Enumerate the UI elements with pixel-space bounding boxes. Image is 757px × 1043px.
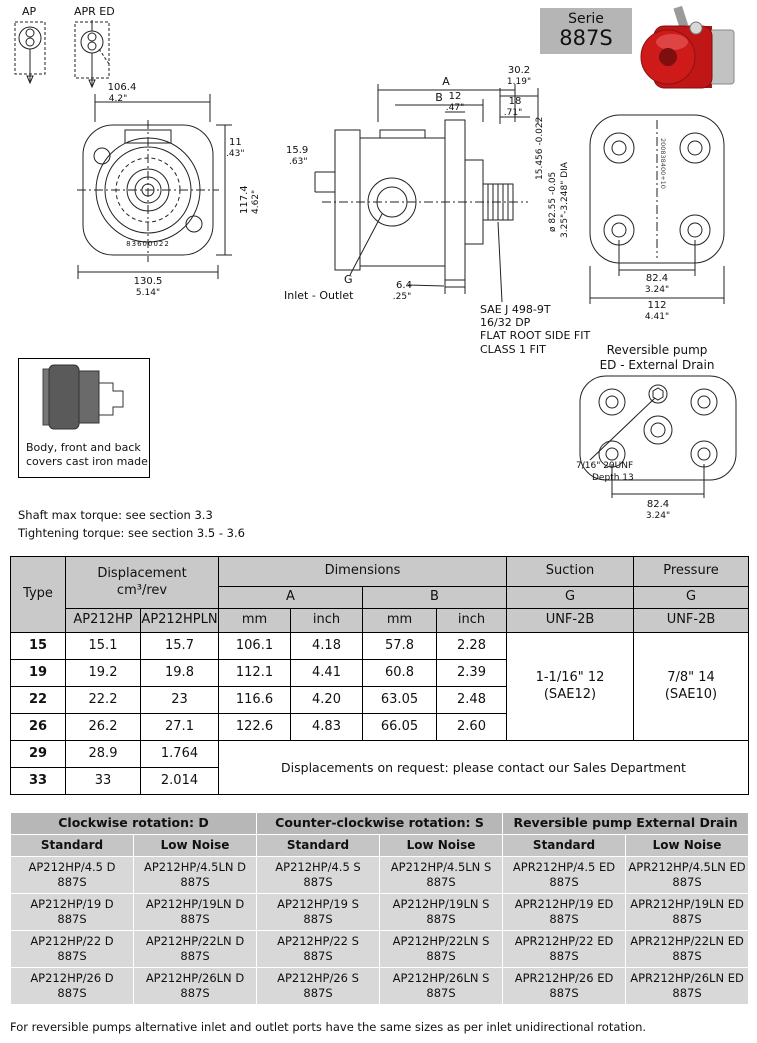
cell-b-inch: 2.39	[437, 660, 507, 687]
order-code: AP212HP/22LN D	[145, 934, 245, 949]
series-badge	[540, 8, 632, 54]
subheader-lownoise: Low Noise	[626, 835, 749, 857]
cell-type: 33	[11, 768, 66, 795]
header-suction-unf: UNF-2B	[507, 609, 634, 633]
side-dim-64-mm: 6.4	[396, 280, 412, 291]
order-series: 887S	[426, 949, 456, 963]
order-series: 887S	[303, 949, 333, 963]
table-row	[11, 857, 749, 894]
cell-apln: 27.1	[141, 714, 219, 741]
order-code-cell	[626, 894, 749, 931]
front-dim-height-mm: 117.4	[239, 185, 250, 214]
table-header-row	[11, 557, 749, 587]
order-code-cell	[257, 931, 380, 968]
order-code: AP212HP/26LN D	[145, 971, 245, 986]
order-code-cell	[11, 968, 134, 1005]
order-code-cell	[380, 931, 503, 968]
front-stamp: 83600022	[126, 240, 170, 248]
header-displacement-line1: Displacement	[97, 566, 187, 582]
order-code: APR212HP/26 ED	[514, 971, 614, 986]
header-displacement	[66, 557, 219, 609]
symbol-ap-label: AP	[22, 5, 37, 18]
side-dim-302-in: 1.19"	[506, 77, 532, 87]
order-series: 887S	[57, 986, 87, 1000]
side-dim-a: A	[442, 75, 450, 88]
header-b: B	[363, 587, 507, 609]
cell-a-mm: 116.6	[219, 687, 291, 714]
cell-a-inch: 4.18	[291, 633, 363, 660]
side-dim-64-in: .25"	[392, 292, 412, 302]
order-code-cell	[257, 857, 380, 894]
order-code: AP212HP/26 D	[30, 971, 114, 986]
cell-ap: 33	[66, 768, 141, 795]
body-note-line1: Body, front and back	[26, 441, 141, 454]
order-code-cell	[134, 968, 257, 1005]
subheader-standard: Standard	[257, 835, 380, 857]
front-dim-width-mm: 106.4	[107, 82, 137, 93]
order-series: 887S	[672, 986, 702, 1000]
subheader-standard: Standard	[503, 835, 626, 857]
reversible-dim-bolt-in: 3.24"	[645, 511, 671, 521]
subheader-standard: Standard	[11, 835, 134, 857]
cell-type: 26	[11, 714, 66, 741]
cell-apln: 2.014	[141, 768, 219, 795]
order-code-cell	[503, 968, 626, 1005]
side-dim-18-mm: 18	[508, 96, 522, 107]
table-row	[11, 894, 749, 931]
body-silhouette-image	[19, 359, 147, 439]
order-series: 887S	[549, 949, 579, 963]
note-tightening-torque: Tightening torque: see section 3.5 - 3.6	[18, 526, 245, 540]
series-value: 887S	[559, 26, 613, 51]
order-code-cell	[134, 931, 257, 968]
order-code-cell	[380, 857, 503, 894]
order-series: 887S	[180, 949, 210, 963]
order-series: 887S	[549, 986, 579, 1000]
order-code: APR212HP/4.5 ED	[512, 860, 616, 875]
sae-spline-note	[480, 303, 590, 356]
order-code: APR212HP/22LN ED	[630, 934, 744, 949]
back-dim-bolt-mm: 82.4	[645, 273, 669, 284]
front-dim-height-in: 4.62"	[251, 189, 261, 214]
back-stamp-text: 200838400+10	[659, 138, 667, 189]
header-suction-g: G	[507, 587, 634, 609]
ap-symbol-icon	[12, 18, 56, 86]
order-series: 887S	[180, 912, 210, 926]
side-inlet-outlet-label: Inlet - Outlet	[284, 289, 354, 302]
cell-type: 22	[11, 687, 66, 714]
cell-apln: 23	[141, 687, 219, 714]
order-series: 887S	[672, 949, 702, 963]
order-series: 887S	[426, 986, 456, 1000]
sae-line-4: CLASS 1 FIT	[480, 342, 546, 356]
order-code: AP212HP/4.5LN S	[390, 860, 492, 875]
side-dim-b: B	[435, 91, 443, 104]
cell-ap: 26.2	[66, 714, 141, 741]
order-series: 887S	[303, 986, 333, 1000]
order-series: 887S	[57, 912, 87, 926]
order-code: AP212HP/4.5LN D	[143, 860, 247, 875]
order-code: APR212HP/4.5LN ED	[628, 860, 746, 875]
order-code-cell	[257, 968, 380, 1005]
order-code: APR212HP/26LN ED	[630, 971, 744, 986]
header-a: A	[219, 587, 363, 609]
order-code: APR212HP/19 ED	[514, 897, 614, 912]
order-code-cell	[626, 857, 749, 894]
order-series: 887S	[672, 912, 702, 926]
order-code-cell	[257, 894, 380, 931]
header-reversible: Reversible pump External Drain	[503, 813, 749, 835]
cell-ap: 19.2	[66, 660, 141, 687]
header-pressure-g: G	[634, 587, 749, 609]
order-code-cell	[626, 968, 749, 1005]
suction-value-line2: (SAE12)	[543, 686, 597, 702]
cell-on-request: Displacements on request: please contact our Sales Department	[219, 741, 749, 795]
side-pilot-dia-mm: ø 82.55 -0.05	[548, 171, 558, 232]
order-code-cell	[503, 894, 626, 931]
reversible-title-line2: ED - External Drain	[599, 358, 715, 372]
header-ap212hp: AP212HP	[66, 609, 141, 633]
reversible-title-line1: Reversible pump	[606, 343, 708, 357]
side-dim-159-mm: 15.9	[286, 145, 309, 156]
side-dim-12-in: .47"	[445, 103, 465, 113]
order-code: AP212HP/19LN D	[145, 897, 245, 912]
header-a-mm: mm	[219, 609, 291, 633]
order-code-cell	[503, 931, 626, 968]
cell-a-inch: 4.83	[291, 714, 363, 741]
cell-a-inch: 4.41	[291, 660, 363, 687]
order-code: AP212HP/19 S	[277, 897, 359, 912]
cell-type: 29	[11, 741, 66, 768]
order-code-cell	[626, 931, 749, 968]
cell-a-mm: 112.1	[219, 660, 291, 687]
order-series: 887S	[426, 912, 456, 926]
front-dim-total-in: 5.14"	[135, 288, 161, 298]
header-type: Type	[11, 557, 66, 633]
suction-value-line1: 1-1/16" 12	[535, 670, 605, 686]
order-code: AP212HP/26LN S	[392, 971, 490, 986]
sae-line-2: 16/32 DP	[480, 316, 531, 330]
table-row	[11, 931, 749, 968]
cell-a-mm: 106.1	[219, 633, 291, 660]
order-code: AP212HP/26 S	[277, 971, 359, 986]
cell-b-inch: 2.28	[437, 633, 507, 660]
order-code: AP212HP/4.5 S	[275, 860, 361, 875]
sae-line-1: SAE J 498-9T	[480, 303, 551, 316]
order-code-cell	[11, 894, 134, 931]
cell-ap: 28.9	[66, 741, 141, 768]
reversible-drain-port: 7/16" 20UNF	[576, 461, 634, 471]
front-view-drawing	[55, 80, 250, 305]
cell-type: 15	[11, 633, 66, 660]
order-series: 887S	[57, 875, 87, 889]
order-series: 887S	[180, 875, 210, 889]
side-dim-159-in: .63"	[289, 157, 308, 167]
order-series: 887S	[180, 986, 210, 1000]
cell-pressure-value	[634, 633, 749, 741]
order-code: AP212HP/19 D	[30, 897, 114, 912]
order-series: 887S	[672, 875, 702, 889]
order-code: APR212HP/22 ED	[514, 934, 614, 949]
note-shaft-torque: Shaft max torque: see section 3.3	[18, 508, 213, 522]
header-dimensions: Dimensions	[219, 557, 507, 587]
back-dim-bolt-in: 3.24"	[644, 285, 670, 295]
cell-type: 19	[11, 660, 66, 687]
dimensions-table	[10, 556, 749, 795]
order-code: AP212HP/22 D	[30, 934, 114, 949]
order-code-cell	[134, 857, 257, 894]
cell-b-mm: 57.8	[363, 633, 437, 660]
cell-apln: 15.7	[141, 633, 219, 660]
front-dim-total-mm: 130.5	[133, 276, 163, 287]
header-ap212hpln: AP212HPLN	[141, 609, 219, 633]
front-dim-11-mm: 11	[229, 137, 242, 148]
side-pilot-dia-in: 3.25"-3.248" DIA	[560, 162, 570, 238]
order-code: APR212HP/19LN ED	[630, 897, 744, 912]
cell-a-mm: 122.6	[219, 714, 291, 741]
pressure-value-line2: (SAE10)	[664, 686, 718, 702]
ordering-codes-table	[10, 812, 749, 1005]
side-dim-18-in: .71"	[503, 108, 523, 118]
order-code-cell	[380, 968, 503, 1005]
header-b-mm: mm	[363, 609, 437, 633]
header-suction: Suction	[507, 557, 634, 587]
reversible-view-drawing	[558, 368, 757, 513]
cell-a-inch: 4.20	[291, 687, 363, 714]
order-code: AP212HP/19LN S	[392, 897, 490, 912]
order-series: 887S	[303, 875, 333, 889]
header-counter-clockwise: Counter-clockwise rotation: S	[257, 813, 503, 835]
order-series: 887S	[549, 912, 579, 926]
side-dim-302-mm: 30.2	[507, 65, 531, 76]
footer-note: For reversible pumps alternative inlet and outlet ports have the same sizes as per inlet unidirectional rotation.	[10, 1020, 647, 1034]
order-code-cell	[503, 857, 626, 894]
table-row	[11, 968, 749, 1005]
reversible-dim-bolt-mm: 82.4	[646, 499, 670, 510]
cell-suction-value	[507, 633, 634, 741]
order-series: 887S	[549, 875, 579, 889]
order-series: 887S	[57, 949, 87, 963]
body-note-line2: covers cast iron made	[26, 455, 148, 468]
header-clockwise: Clockwise rotation: D	[11, 813, 257, 835]
cell-ap: 22.2	[66, 687, 141, 714]
header-pressure-unf: UNF-2B	[634, 609, 749, 633]
table-header-row	[11, 813, 749, 835]
cell-b-mm: 60.8	[363, 660, 437, 687]
reversible-drain-depth: Depth 13	[592, 473, 634, 483]
pump-product-image	[638, 6, 753, 101]
back-dim-width-in: 4.41"	[644, 312, 670, 322]
order-code-cell	[134, 894, 257, 931]
order-code: AP212HP/22 S	[277, 934, 359, 949]
order-code-cell	[11, 931, 134, 968]
order-code: AP212HP/4.5 D	[28, 860, 116, 875]
cell-b-mm: 66.05	[363, 714, 437, 741]
cell-b-inch: 2.48	[437, 687, 507, 714]
header-a-inch: inch	[291, 609, 363, 633]
side-port-label: G	[344, 273, 353, 286]
table-row	[11, 633, 749, 660]
cell-apln: 19.8	[141, 660, 219, 687]
cell-b-inch: 2.60	[437, 714, 507, 741]
subheader-lownoise: Low Noise	[134, 835, 257, 857]
cell-apln: 1.764	[141, 741, 219, 768]
table-subheader-row	[11, 835, 749, 857]
order-series: 887S	[303, 912, 333, 926]
sae-line-3: FLAT ROOT SIDE FIT	[480, 329, 591, 343]
front-dim-width-in: 4.2"	[108, 94, 128, 104]
order-code-cell	[11, 857, 134, 894]
order-series: 887S	[426, 875, 456, 889]
front-dim-11-in: .43"	[226, 149, 245, 159]
pressure-value-line1: 7/8" 14	[667, 670, 715, 686]
header-pressure: Pressure	[634, 557, 749, 587]
subheader-lownoise: Low Noise	[380, 835, 503, 857]
order-code-cell	[380, 894, 503, 931]
symbol-apred-label: APR ED	[74, 5, 115, 18]
header-b-inch: inch	[437, 609, 507, 633]
table-row	[11, 741, 749, 768]
table-header-row	[11, 609, 749, 633]
back-dim-width-mm: 112	[647, 300, 667, 311]
order-code: AP212HP/22LN S	[392, 934, 490, 949]
cell-ap: 15.1	[66, 633, 141, 660]
side-shaft-tolerance: 15.456 -0.022	[535, 116, 545, 180]
header-displacement-line2: cm³/rev	[116, 582, 168, 598]
cell-b-mm: 63.05	[363, 687, 437, 714]
series-label: Serie	[568, 10, 604, 27]
side-dim-12-mm: 12	[448, 91, 462, 102]
